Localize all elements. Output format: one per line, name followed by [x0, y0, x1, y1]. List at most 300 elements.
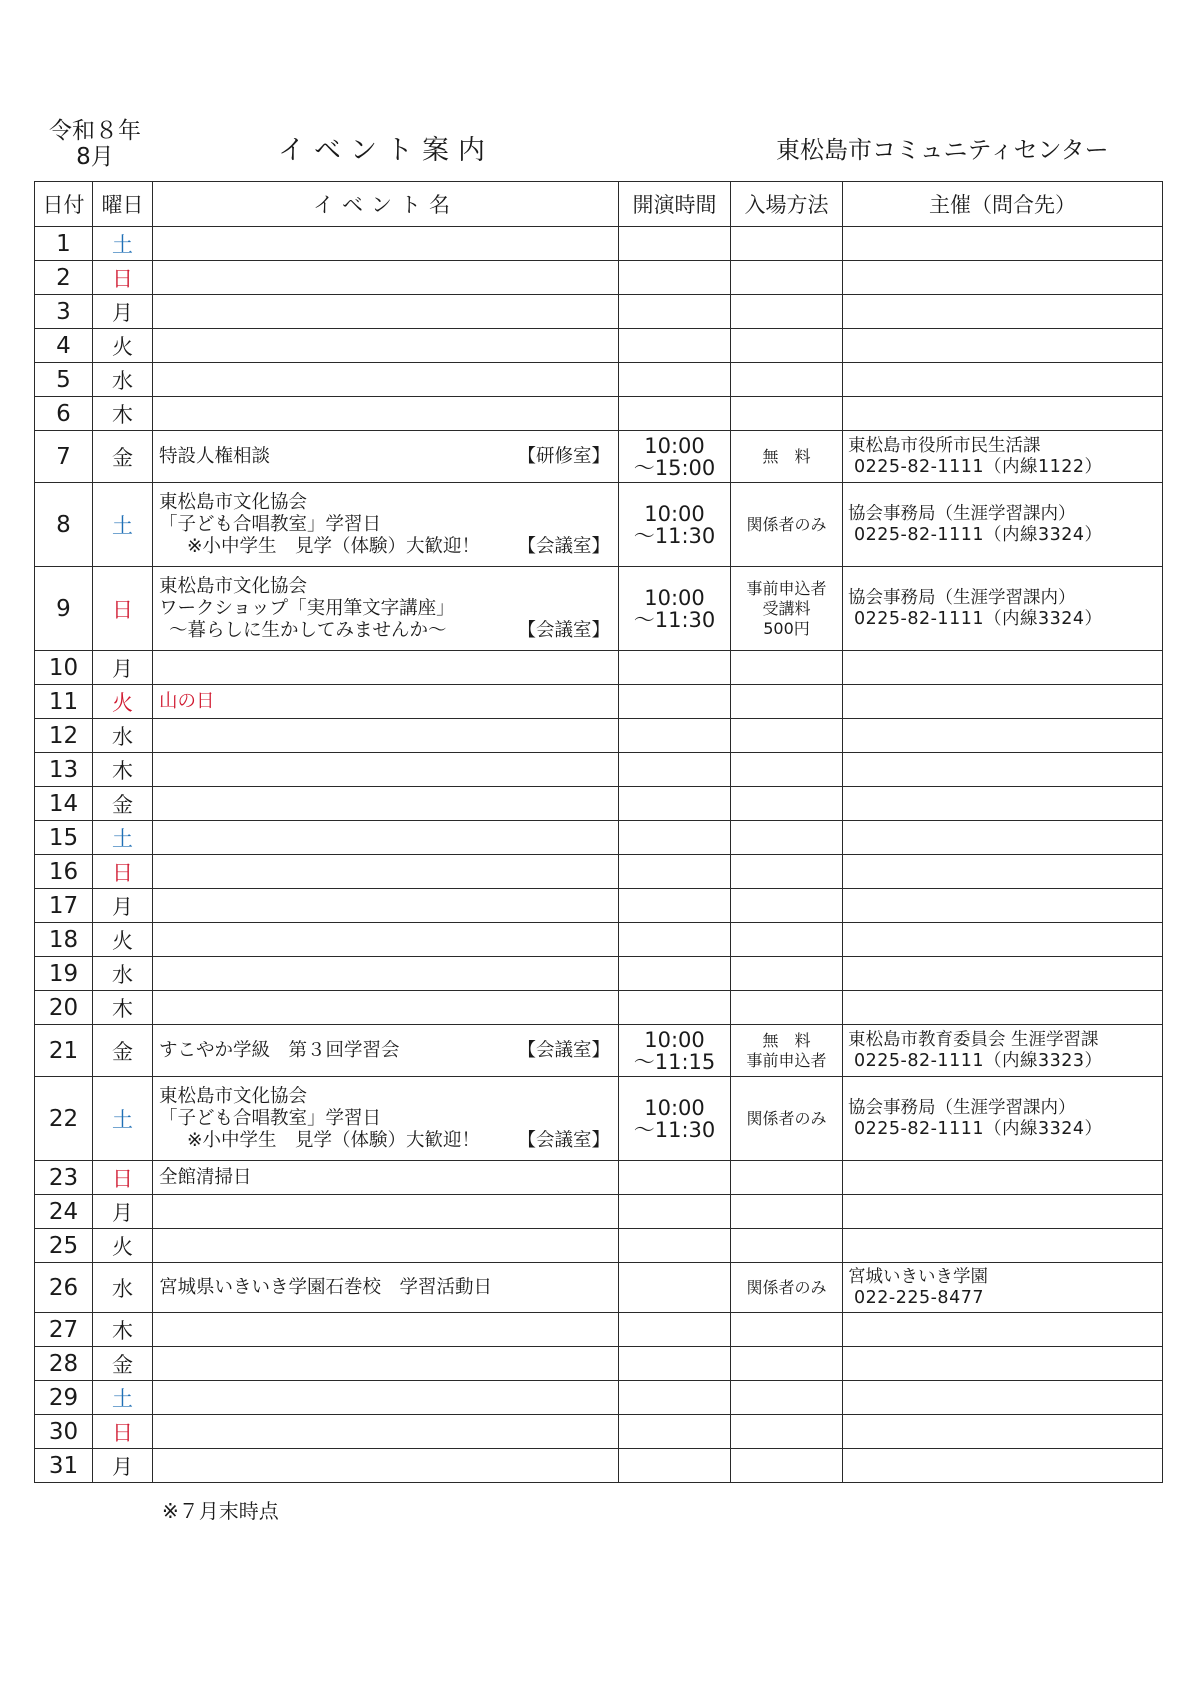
- entry-cell: [731, 719, 843, 753]
- event-line: [159, 1040, 618, 1062]
- event-cell: [153, 261, 619, 295]
- weekday-label: 水: [112, 962, 133, 987]
- event-cell: [153, 397, 619, 431]
- entry-cell: [731, 329, 843, 363]
- day-cell: [35, 227, 93, 261]
- event-cell: [153, 855, 619, 889]
- weekday-label: 月: [112, 656, 133, 681]
- entry-cell: [731, 923, 843, 957]
- time-cell: [619, 329, 731, 363]
- event-cell: [153, 567, 619, 651]
- weekday-label: 金: [112, 1352, 133, 1377]
- host-cell: [843, 227, 1163, 261]
- event-text: ※小中学生 見学（体験）大歓迎！: [187, 535, 481, 557]
- host-cell: [843, 295, 1163, 329]
- entry-cell: [731, 685, 843, 719]
- table-row: [35, 787, 1163, 821]
- time-cell: [619, 753, 731, 787]
- time-line: ～11:30: [633, 607, 716, 632]
- weekday-label: 木: [112, 996, 133, 1021]
- day-cell: [35, 991, 93, 1025]
- day-number: 28: [48, 1350, 79, 1377]
- entry-line: 500円: [763, 618, 810, 638]
- time-cell: [619, 1313, 731, 1347]
- weekday-cell: [93, 957, 153, 991]
- time-cell: [619, 567, 731, 651]
- day-cell: [35, 329, 93, 363]
- table-row: [35, 651, 1163, 685]
- day-cell: [35, 1161, 93, 1195]
- time-cell: [619, 1077, 731, 1161]
- day-number: 31: [48, 1452, 79, 1479]
- host-cell: [843, 363, 1163, 397]
- entry-line: 事前申込者: [746, 578, 827, 598]
- weekday-label: 金: [112, 792, 133, 817]
- event-cell: [153, 1415, 619, 1449]
- host-cell: [843, 1449, 1163, 1483]
- day-number: 9: [56, 595, 71, 622]
- table-row: [35, 1195, 1163, 1229]
- column-header-event: イベント名: [153, 182, 619, 227]
- day-cell: [35, 1025, 93, 1077]
- host-phone: 0225-82-1111（内線3323）: [854, 1050, 1103, 1071]
- host-name: 宮城いきいき学園: [848, 1266, 988, 1287]
- table-row: [35, 329, 1163, 363]
- host-cell: [843, 855, 1163, 889]
- event-cell: [153, 227, 619, 261]
- event-line: [159, 1167, 618, 1189]
- event-line: [159, 514, 618, 536]
- time-line: 10:00: [644, 501, 705, 526]
- time-line: 10:00: [644, 1027, 705, 1052]
- entry-cell: [731, 1347, 843, 1381]
- day-number: 17: [48, 892, 79, 919]
- event-line: [159, 536, 618, 558]
- event-cell: [153, 431, 619, 483]
- host-cell: [843, 685, 1163, 719]
- event-cell: [153, 1025, 619, 1077]
- day-cell: [35, 431, 93, 483]
- entry-cell: [731, 261, 843, 295]
- weekday-cell: [93, 787, 153, 821]
- event-text: 全館清掃日: [159, 1166, 252, 1188]
- day-number: 27: [48, 1316, 79, 1343]
- host-name: 協会事務局（生涯学習課内）: [848, 587, 1076, 608]
- event-line: [159, 1277, 618, 1299]
- weekday-label: 日: [112, 266, 133, 291]
- day-number: 30: [48, 1418, 79, 1445]
- entry-cell: [731, 1415, 843, 1449]
- event-text: すこやか学級 第３回学習会: [159, 1039, 400, 1061]
- host-phone: 022-225-8477: [854, 1287, 984, 1308]
- time-cell: [619, 295, 731, 329]
- day-cell: [35, 1381, 93, 1415]
- event-cell: [153, 483, 619, 567]
- host-name: 協会事務局（生涯学習課内）: [848, 503, 1076, 524]
- time-cell: [619, 261, 731, 295]
- event-text: 東松島市文化協会: [159, 575, 308, 597]
- time-cell: [619, 685, 731, 719]
- table-row: [35, 685, 1163, 719]
- event-schedule-table: [34, 181, 1163, 1483]
- event-text: 「子ども合唱教室」学習日: [159, 513, 382, 535]
- table-row: [35, 1077, 1163, 1161]
- day-cell: [35, 889, 93, 923]
- weekday-cell: [93, 1229, 153, 1263]
- day-cell: [35, 957, 93, 991]
- event-line: [159, 598, 618, 620]
- weekday-label: 土: [112, 826, 133, 851]
- weekday-cell: [93, 1313, 153, 1347]
- event-cell: [153, 787, 619, 821]
- day-number: 19: [48, 960, 79, 987]
- time-cell: [619, 787, 731, 821]
- weekday-cell: [93, 991, 153, 1025]
- host-cell: [843, 957, 1163, 991]
- host-cell: [843, 991, 1163, 1025]
- entry-cell: [731, 855, 843, 889]
- host-name: 東松島市教育委員会 生涯学習課: [848, 1029, 1099, 1050]
- weekday-cell: [93, 261, 153, 295]
- weekday-cell: [93, 923, 153, 957]
- day-cell: [35, 1263, 93, 1313]
- weekday-cell: [93, 821, 153, 855]
- time-cell: [619, 991, 731, 1025]
- day-number: 18: [48, 926, 79, 953]
- event-cell: [153, 1381, 619, 1415]
- day-cell: [35, 1347, 93, 1381]
- time-cell: [619, 363, 731, 397]
- entry-line: 関係者のみ: [746, 1277, 827, 1297]
- time-cell: [619, 1161, 731, 1195]
- day-cell: [35, 363, 93, 397]
- host-cell: [843, 567, 1163, 651]
- column-header-host: 主催（問合先）: [843, 182, 1163, 227]
- organization-name: 東松島市コミュニティセンター: [776, 136, 1109, 164]
- event-cell: [153, 651, 619, 685]
- weekday-label: 日: [112, 860, 133, 885]
- time-cell: [619, 719, 731, 753]
- event-cell: [153, 923, 619, 957]
- time-cell: [619, 651, 731, 685]
- table-row: [35, 1347, 1163, 1381]
- weekday-cell: [93, 363, 153, 397]
- host-cell: [843, 787, 1163, 821]
- event-text: 宮城県いきいき学園石巻校 学習活動日: [159, 1276, 493, 1298]
- column-header-day: 日付: [35, 182, 93, 227]
- time-cell: [619, 1195, 731, 1229]
- event-line: [159, 576, 618, 598]
- entry-line: 無 料: [762, 1030, 811, 1050]
- weekday-label: 金: [112, 445, 133, 470]
- host-cell: [843, 431, 1163, 483]
- event-cell: [153, 991, 619, 1025]
- entry-cell: [731, 1263, 843, 1313]
- weekday-label: 木: [112, 1318, 133, 1343]
- day-cell: [35, 295, 93, 329]
- event-cell: [153, 329, 619, 363]
- weekday-cell: [93, 1263, 153, 1313]
- entry-cell: [731, 363, 843, 397]
- host-cell: [843, 1313, 1163, 1347]
- event-cell: [153, 685, 619, 719]
- event-line: [159, 492, 618, 514]
- time-line: 10:00: [644, 1095, 705, 1120]
- time-line: ～11:30: [633, 523, 716, 548]
- table-row: [35, 719, 1163, 753]
- host-phone: 0225-82-1111（内線3324）: [854, 524, 1103, 545]
- weekday-cell: [93, 1347, 153, 1381]
- event-line: [159, 1086, 618, 1108]
- host-cell: [843, 1263, 1163, 1313]
- weekday-cell: [93, 1161, 153, 1195]
- event-line: [159, 620, 618, 642]
- time-line: ～15:00: [633, 455, 716, 480]
- day-cell: [35, 1415, 93, 1449]
- host-cell: [843, 1381, 1163, 1415]
- day-cell: [35, 787, 93, 821]
- entry-cell: [731, 1381, 843, 1415]
- weekday-label: 月: [112, 1454, 133, 1479]
- time-cell: [619, 1415, 731, 1449]
- table-row: [35, 483, 1163, 567]
- host-cell: [843, 1229, 1163, 1263]
- day-number: 2: [56, 264, 71, 291]
- event-cell: [153, 1161, 619, 1195]
- event-room: 【会議室】: [517, 1039, 610, 1061]
- time-cell: [619, 1347, 731, 1381]
- header-era-year: 令和８年: [49, 118, 141, 144]
- footer-note: ※７月末時点: [162, 1499, 279, 1523]
- day-number: 3: [56, 298, 71, 325]
- entry-cell: [731, 227, 843, 261]
- day-cell: [35, 483, 93, 567]
- time-cell: [619, 1381, 731, 1415]
- day-number: 5: [56, 366, 71, 393]
- day-number: 8: [56, 511, 71, 538]
- page-title: イベント案内: [278, 135, 494, 166]
- event-text: 山の日: [159, 690, 215, 712]
- event-room: 【研修室】: [517, 445, 610, 467]
- weekday-label: 土: [112, 232, 133, 257]
- event-text: 東松島市文化協会: [159, 491, 308, 513]
- column-header-time: 開演時間: [619, 182, 731, 227]
- weekday-label: 火: [112, 334, 133, 359]
- day-number: 29: [48, 1384, 79, 1411]
- table-row: [35, 261, 1163, 295]
- weekday-label: 月: [112, 894, 133, 919]
- time-cell: [619, 1229, 731, 1263]
- weekday-label: 木: [112, 402, 133, 427]
- day-number: 4: [56, 332, 71, 359]
- time-line: 10:00: [644, 433, 705, 458]
- time-cell: [619, 227, 731, 261]
- day-cell: [35, 821, 93, 855]
- weekday-label: 火: [112, 928, 133, 953]
- table-row: [35, 567, 1163, 651]
- table-row: [35, 923, 1163, 957]
- table-row: [35, 1449, 1163, 1483]
- host-cell: [843, 821, 1163, 855]
- time-cell: [619, 923, 731, 957]
- table-row: [35, 1161, 1163, 1195]
- weekday-label: 木: [112, 758, 133, 783]
- table-row: [35, 397, 1163, 431]
- event-cell: [153, 1195, 619, 1229]
- table-row: [35, 889, 1163, 923]
- event-cell: [153, 719, 619, 753]
- weekday-cell: [93, 1077, 153, 1161]
- entry-cell: [731, 651, 843, 685]
- entry-cell: [731, 1449, 843, 1483]
- host-phone: 0225-82-1111（内線1122）: [854, 456, 1103, 477]
- weekday-cell: [93, 1195, 153, 1229]
- day-number: 20: [48, 994, 79, 1021]
- day-number: 10: [48, 654, 79, 681]
- entry-cell: [731, 483, 843, 567]
- header-month: 8月: [76, 144, 114, 170]
- entry-cell: [731, 991, 843, 1025]
- day-cell: [35, 685, 93, 719]
- host-cell: [843, 651, 1163, 685]
- host-cell: [843, 923, 1163, 957]
- time-line: 10:00: [644, 585, 705, 610]
- weekday-cell: [93, 889, 153, 923]
- host-cell: [843, 753, 1163, 787]
- entry-line: 関係者のみ: [746, 514, 827, 534]
- time-cell: [619, 397, 731, 431]
- event-line: [159, 446, 618, 468]
- time-cell: [619, 957, 731, 991]
- table-row: [35, 855, 1163, 889]
- event-cell: [153, 363, 619, 397]
- table-body: [35, 227, 1163, 1483]
- weekday-label: 日: [112, 1420, 133, 1445]
- weekday-label: 土: [112, 1386, 133, 1411]
- day-number: 1: [56, 230, 71, 257]
- table-row: [35, 1381, 1163, 1415]
- entry-cell: [731, 1161, 843, 1195]
- weekday-label: 月: [112, 1200, 133, 1225]
- day-cell: [35, 567, 93, 651]
- weekday-cell: [93, 431, 153, 483]
- host-phone: 0225-82-1111（内線3324）: [854, 608, 1103, 629]
- host-name: 協会事務局（生涯学習課内）: [848, 1097, 1076, 1118]
- weekday-cell: [93, 1449, 153, 1483]
- day-number: 13: [48, 756, 79, 783]
- weekday-cell: [93, 651, 153, 685]
- host-cell: [843, 719, 1163, 753]
- day-number: 21: [48, 1037, 79, 1064]
- entry-line: 関係者のみ: [746, 1108, 827, 1128]
- day-cell: [35, 1449, 93, 1483]
- event-cell: [153, 889, 619, 923]
- table-row: [35, 1025, 1163, 1077]
- weekday-cell: [93, 295, 153, 329]
- event-cell: [153, 1077, 619, 1161]
- day-cell: [35, 1313, 93, 1347]
- day-number: 22: [48, 1105, 79, 1132]
- entry-line: 受講料: [762, 598, 811, 618]
- weekday-label: 火: [112, 1234, 133, 1259]
- table-row: [35, 753, 1163, 787]
- day-number: 12: [48, 722, 79, 749]
- event-line: [159, 1108, 618, 1130]
- time-cell: [619, 1449, 731, 1483]
- host-cell: [843, 1025, 1163, 1077]
- weekday-cell: [93, 685, 153, 719]
- event-cell: [153, 1263, 619, 1313]
- weekday-cell: [93, 719, 153, 753]
- host-cell: [843, 1161, 1163, 1195]
- table-row: [35, 1313, 1163, 1347]
- day-number: 6: [56, 400, 71, 427]
- host-name: 東松島市役所市民生活課: [848, 435, 1041, 456]
- entry-cell: [731, 431, 843, 483]
- entry-line: 事前申込者: [746, 1050, 827, 1070]
- day-cell: [35, 855, 93, 889]
- entry-cell: [731, 1229, 843, 1263]
- event-cell: [153, 1229, 619, 1263]
- day-number: 7: [56, 443, 71, 470]
- event-line: [159, 1130, 618, 1152]
- event-cell: [153, 753, 619, 787]
- time-cell: [619, 855, 731, 889]
- entry-cell: [731, 889, 843, 923]
- host-cell: [843, 1415, 1163, 1449]
- day-number: 11: [48, 688, 79, 715]
- weekday-label: 火: [112, 690, 133, 715]
- time-cell: [619, 821, 731, 855]
- event-text: ※小中学生 見学（体験）大歓迎！: [187, 1129, 481, 1151]
- day-number: 26: [48, 1274, 79, 1301]
- time-line: ～11:30: [633, 1117, 716, 1142]
- entry-cell: [731, 753, 843, 787]
- table-header-row: [35, 182, 1163, 227]
- table-row: [35, 1263, 1163, 1313]
- weekday-cell: [93, 753, 153, 787]
- day-cell: [35, 1077, 93, 1161]
- weekday-cell: [93, 483, 153, 567]
- event-text: ～暮らしに生かしてみませんか～: [169, 619, 447, 641]
- time-cell: [619, 889, 731, 923]
- entry-cell: [731, 567, 843, 651]
- day-number: 25: [48, 1232, 79, 1259]
- day-number: 23: [48, 1164, 79, 1191]
- time-cell: [619, 1025, 731, 1077]
- entry-line: 無 料: [762, 446, 811, 466]
- day-cell: [35, 719, 93, 753]
- entry-cell: [731, 821, 843, 855]
- entry-cell: [731, 787, 843, 821]
- host-cell: [843, 1077, 1163, 1161]
- day-cell: [35, 261, 93, 295]
- entry-cell: [731, 957, 843, 991]
- day-number: 14: [48, 790, 79, 817]
- weekday-label: 日: [112, 1166, 133, 1191]
- time-line: ～11:15: [633, 1049, 716, 1074]
- host-cell: [843, 261, 1163, 295]
- event-room: 【会議室】: [517, 1129, 610, 1151]
- entry-cell: [731, 397, 843, 431]
- weekday-cell: [93, 329, 153, 363]
- time-cell: [619, 483, 731, 567]
- day-cell: [35, 923, 93, 957]
- day-cell: [35, 753, 93, 787]
- event-line: [159, 691, 618, 713]
- event-cell: [153, 821, 619, 855]
- event-cell: [153, 957, 619, 991]
